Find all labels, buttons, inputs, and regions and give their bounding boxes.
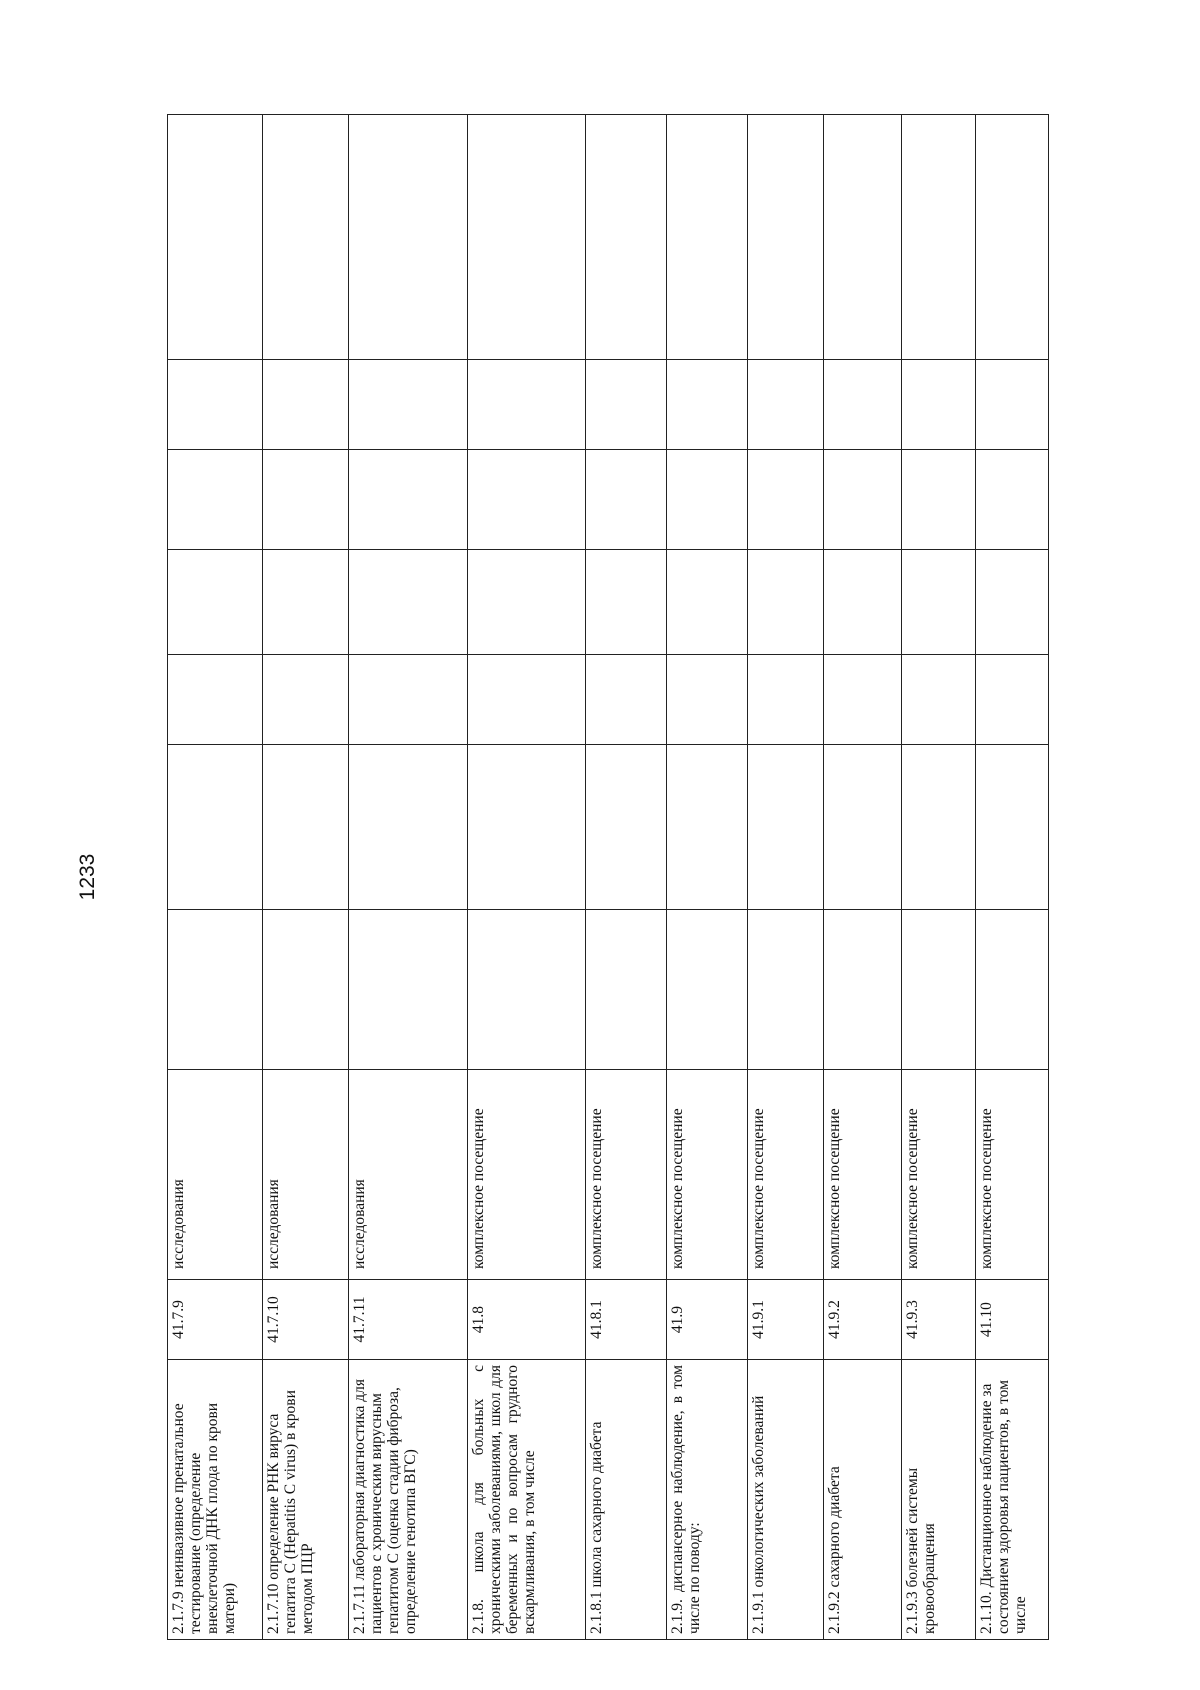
empty-cell [747, 360, 824, 450]
empty-cell [586, 450, 667, 550]
empty-cell [667, 655, 747, 745]
row-code: 41.9 [667, 1280, 747, 1360]
row-name: 2.1.7.9 неинвазивное пренатальное тестирование (определение внеклеточной ДНК плода по крови матери) [168, 1360, 263, 1640]
empty-cell [168, 910, 263, 1070]
page-number: 1233 [76, 853, 99, 901]
row-code: 41.7.11 [349, 1280, 468, 1360]
row-unit: исследования [262, 1070, 348, 1280]
empty-cell [586, 745, 667, 910]
empty-cell [824, 360, 902, 450]
empty-cell [824, 910, 902, 1070]
empty-cell [168, 450, 263, 550]
row-unit: исследования [349, 1070, 468, 1280]
empty-cell [747, 550, 824, 655]
empty-cell [976, 910, 1049, 1070]
row-code: 41.9.2 [824, 1280, 902, 1360]
table-row [168, 115, 263, 1640]
empty-cell [824, 745, 902, 910]
row-name: 2.1.9.3 болезней системы кровообращения [902, 1360, 976, 1640]
row-name: 2.1.8.1 школа сахарного диабета [586, 1360, 667, 1640]
table-row [349, 115, 468, 1640]
row-unit: комплексное посещение [824, 1070, 902, 1280]
empty-cell [747, 745, 824, 910]
empty-cell [349, 910, 468, 1070]
empty-cell [468, 550, 586, 655]
table-row [667, 115, 747, 1640]
empty-cell [667, 550, 747, 655]
empty-cell [262, 450, 348, 550]
table-row [824, 115, 902, 1640]
empty-cell [667, 360, 747, 450]
empty-cell [349, 450, 468, 550]
row-code: 41.7.9 [168, 1280, 263, 1360]
empty-cell [168, 115, 263, 360]
empty-cell [262, 910, 348, 1070]
empty-cell [262, 745, 348, 910]
row-unit: комплексное посещение [902, 1070, 976, 1280]
row-name: 2.1.7.11 лабораторная диагностика для пациентов с хроническим вирусным гепатитом С (оценка стадии фиброза, определение генотипа ВГС) [349, 1360, 468, 1640]
empty-cell [586, 360, 667, 450]
row-name: 2.1.10. Дистанционное наблюдение за состоянием здоровья пациентов, в том числе [976, 1360, 1049, 1640]
row-code: 41.8.1 [586, 1280, 667, 1360]
empty-cell [747, 115, 824, 360]
empty-cell [747, 655, 824, 745]
empty-cell [902, 115, 976, 360]
empty-cell [976, 360, 1049, 450]
rotated-table-wrapper [167, 115, 1049, 1640]
row-name: 2.1.8. школа для больных с хроническими заболеваниями, школ для беременных и по вопросам грудного вскармливания, в том числе [468, 1360, 586, 1640]
empty-cell [468, 115, 586, 360]
empty-cell [667, 450, 747, 550]
empty-cell [902, 745, 976, 910]
row-unit: исследования [168, 1070, 263, 1280]
empty-cell [586, 655, 667, 745]
table-row [976, 115, 1049, 1640]
empty-cell [902, 655, 976, 745]
empty-cell [349, 360, 468, 450]
empty-cell [902, 360, 976, 450]
services-table [167, 114, 1049, 1640]
empty-cell [824, 550, 902, 655]
empty-cell [667, 745, 747, 910]
row-code: 41.9.3 [902, 1280, 976, 1360]
row-name: 2.1.9.2 сахарного диабета [824, 1360, 902, 1640]
empty-cell [976, 550, 1049, 655]
row-name: 2.1.9.1 онкологических заболеваний [747, 1360, 824, 1640]
empty-cell [976, 745, 1049, 910]
empty-cell [667, 910, 747, 1070]
row-name: 2.1.9. диспансерное наблюдение, в том числе по поводу: [667, 1360, 747, 1640]
empty-cell [976, 655, 1049, 745]
row-unit: комплексное посещение [586, 1070, 667, 1280]
empty-cell [262, 360, 348, 450]
empty-cell [902, 910, 976, 1070]
table-row [902, 115, 976, 1640]
empty-cell [262, 550, 348, 655]
table-row [468, 115, 586, 1640]
row-unit: комплексное посещение [747, 1070, 824, 1280]
empty-cell [824, 115, 902, 360]
empty-cell [168, 360, 263, 450]
empty-cell [468, 655, 586, 745]
row-code: 41.9.1 [747, 1280, 824, 1360]
table-row [747, 115, 824, 1640]
empty-cell [976, 450, 1049, 550]
row-unit: комплексное посещение [667, 1070, 747, 1280]
row-unit: комплексное посещение [468, 1070, 586, 1280]
empty-cell [902, 550, 976, 655]
empty-cell [349, 550, 468, 655]
table-row [586, 115, 667, 1640]
empty-cell [349, 115, 468, 360]
empty-cell [349, 655, 468, 745]
empty-cell [976, 115, 1049, 360]
empty-cell [168, 745, 263, 910]
row-code: 41.8 [468, 1280, 586, 1360]
row-code: 41.7.10 [262, 1280, 348, 1360]
table-row [262, 115, 348, 1640]
empty-cell [586, 550, 667, 655]
empty-cell [262, 115, 348, 360]
empty-cell [824, 655, 902, 745]
empty-cell [468, 360, 586, 450]
empty-cell [468, 450, 586, 550]
row-unit: комплексное посещение [976, 1070, 1049, 1280]
empty-cell [902, 450, 976, 550]
empty-cell [747, 450, 824, 550]
empty-cell [349, 745, 468, 910]
empty-cell [586, 910, 667, 1070]
empty-cell [747, 910, 824, 1070]
empty-cell [667, 115, 747, 360]
empty-cell [824, 450, 902, 550]
row-code: 41.10 [976, 1280, 1049, 1360]
empty-cell [468, 745, 586, 910]
empty-cell [586, 115, 667, 360]
empty-cell [168, 655, 263, 745]
empty-cell [262, 655, 348, 745]
empty-cell [168, 550, 263, 655]
empty-cell [468, 910, 586, 1070]
row-name: 2.1.7.10 определение РНК вируса гепатита С (Hepatitis C virus) в крови методом ПЦР [262, 1360, 348, 1640]
